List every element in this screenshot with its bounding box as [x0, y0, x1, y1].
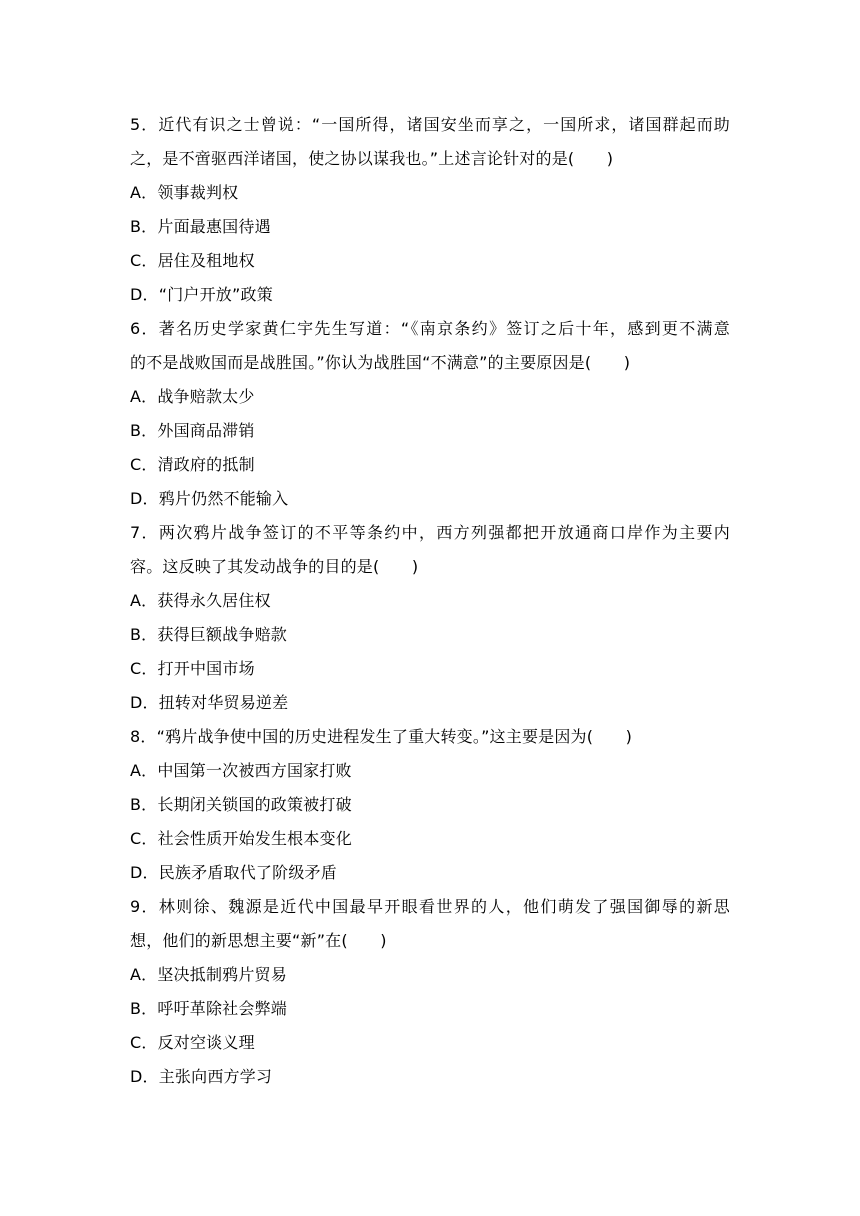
question-9-option-c: C．反对空谈义理 [130, 1033, 255, 1052]
question-5-option-c: C．居住及租地权 [130, 251, 255, 270]
question-6-stem-line-2: 的不是战败国而是战胜国。”你认为战胜国“不满意”的主要原因是( ) [130, 353, 631, 372]
question-5-stem-line-1: 5．近代有识之士曾说：“一国所得，诸国安坐而享之，一国所求，诸国群起而助 [130, 115, 730, 134]
question-8-option-a: A．中国第一次被西方国家打败 [130, 761, 352, 780]
question-5 [130, 108, 730, 312]
question-7-option-b: B．获得巨额战争赔款 [130, 625, 287, 644]
question-8-stem-line-1: 8．“鸦片战争使中国的历史进程发生了重大转变。”这主要是因为( ) [130, 727, 633, 746]
question-5-option-d: D．“门户开放”政策 [130, 285, 273, 304]
question-6-option-a: A．战争赔款太少 [130, 387, 255, 406]
question-5-stem-line-2: 之，是不啻驱西洋诸国，使之协以谋我也。”上述言论针对的是( ) [130, 149, 614, 168]
question-6-option-d: D．鸦片仍然不能输入 [130, 489, 289, 508]
question-9-option-a: A．坚决抵制鸦片贸易 [130, 965, 287, 984]
question-7-stem-line-1: 7．两次鸦片战争签订的不平等条约中，西方列强都把开放通商口岸作为主要内 [130, 523, 730, 542]
question-8-option-c: C．社会性质开始发生根本变化 [130, 829, 352, 848]
question-9 [130, 890, 730, 1094]
question-9-stem-line-2: 想，他们的新思想主要“新”在( ) [130, 931, 387, 950]
question-7-stem-line-2: 容。这反映了其发动战争的目的是( ) [130, 557, 419, 576]
question-6 [130, 312, 730, 516]
question-5-option-b: B．片面最惠国待遇 [130, 217, 271, 236]
question-list [130, 108, 730, 1094]
question-9-option-b: B．呼吁革除社会弊端 [130, 999, 287, 1018]
question-9-stem-line-1: 9．林则徐、魏源是近代中国最早开眼看世界的人，他们萌发了强国御辱的新思 [130, 897, 730, 916]
question-8-option-d: D．民族矛盾取代了阶级矛盾 [130, 863, 337, 882]
question-9-option-d: D．主张向西方学习 [130, 1067, 273, 1086]
question-5-option-a: A．领事裁判权 [130, 183, 239, 202]
question-8 [130, 720, 730, 890]
question-6-option-b: B．外国商品滞销 [130, 421, 255, 440]
question-6-option-c: C．清政府的抵制 [130, 455, 255, 474]
question-7-option-c: C．打开中国市场 [130, 659, 255, 678]
question-8-option-b: B．长期闭关锁国的政策被打破 [130, 795, 352, 814]
question-7-option-d: D．扭转对华贸易逆差 [130, 693, 289, 712]
question-7 [130, 516, 730, 720]
question-7-option-a: A．获得永久居住权 [130, 591, 271, 610]
question-6-stem-line-1: 6．著名历史学家黄仁宇先生写道：“《南京条约》签订之后十年，感到更不满意 [130, 319, 730, 338]
